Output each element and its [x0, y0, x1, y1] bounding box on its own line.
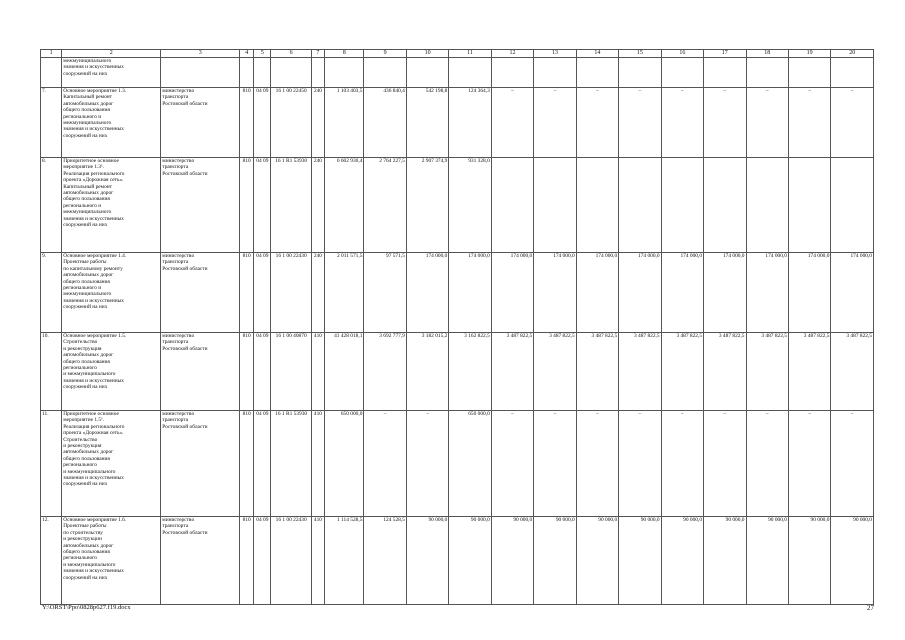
amount-cell-text: – [383, 411, 387, 417]
amount-cell-text: 90 000,0 [683, 517, 703, 523]
executor-cell-text: министерство транспорта Ростовской области [162, 411, 208, 430]
amount-cell [325, 58, 364, 88]
amount-cell-text: 6 602 930,4 [336, 158, 363, 164]
executor-cell [161, 333, 240, 411]
amount-cell-text: – [426, 411, 429, 417]
header-cell: 5 [254, 50, 271, 58]
amount-cell-text: 174 000,0 [595, 253, 618, 259]
amount-cell [406, 517, 448, 605]
row-number-cell-text: 12. [42, 517, 49, 523]
amount-cell-text: 931 328,0 [468, 158, 490, 164]
grbs-code-cell [240, 411, 254, 517]
target-article-cell [271, 58, 311, 88]
amount-cell [831, 517, 874, 605]
table-row [41, 517, 874, 605]
target-article-cell [271, 517, 311, 605]
grbs-code-cell-text: 810 [242, 158, 251, 164]
amount-cell [491, 88, 533, 158]
amount-cell-text: – [680, 88, 684, 94]
grbs-code-cell [240, 158, 254, 253]
executor-cell [161, 88, 240, 158]
amount-cell-text: – [850, 411, 854, 417]
activity-name-cell [62, 58, 161, 88]
amount-cell [704, 333, 746, 411]
amount-cell [491, 158, 533, 253]
header-row [41, 50, 874, 58]
amount-cell [534, 88, 576, 158]
expense-type-cell [311, 517, 324, 605]
amount-cell-text: – [638, 411, 642, 417]
amount-cell-text: 174 000,0 [680, 253, 703, 259]
table-row [41, 88, 874, 158]
activity-name-cell-text: Основное мероприятие 1.4. Проектные работы по капитальному ремонту автомобильных дорог общего пользования регионального и межмуниципального значения и искусственных сооружений на них [63, 253, 127, 311]
amount-cell [704, 158, 746, 253]
expense-type-cell-text: 410 [313, 333, 322, 339]
amount-cell-text: 3 487 822,5 [506, 333, 533, 339]
expense-type-cell-text: 410 [313, 411, 322, 417]
target-article-cell-text: 16 1 R1 53930 [275, 411, 308, 417]
header-cell: 11 [449, 50, 491, 58]
amount-cell [325, 158, 364, 253]
grbs-code-cell-text: 810 [242, 411, 251, 417]
amount-cell-text: 3 487 822,5 [846, 333, 872, 339]
amount-cell-text: 174 000,0 [722, 253, 745, 259]
amount-cell-text: – [680, 411, 684, 417]
amount-cell [534, 517, 576, 605]
amount-cell [746, 333, 788, 411]
amount-cell [406, 88, 448, 158]
amount-cell-text: 3 487 822,5 [803, 333, 830, 339]
amount-cell-text: 650 000,0 [340, 411, 363, 417]
amount-cell-text: 90 000,0 [640, 517, 660, 523]
amount-cell [661, 333, 703, 411]
target-article-cell-text: 16 1 00 40870 [275, 333, 307, 339]
target-article-cell-text: 16 1 R1 53930 [275, 158, 308, 164]
amount-cell-text: 3 692 777,9 [379, 333, 405, 339]
amount-cell [704, 411, 746, 517]
amount-cell-text: 41 428 018,1 [334, 333, 363, 339]
amount-cell [406, 253, 448, 333]
amount-cell [661, 158, 703, 253]
row-number-cell-text: 8. [42, 158, 47, 164]
row-number-cell-text: 10. [42, 333, 49, 339]
amount-cell-text: 3 487 822,5 [591, 333, 618, 339]
amount-cell [746, 158, 788, 253]
amount-cell [619, 517, 661, 605]
activity-name-cell [62, 253, 161, 333]
amount-cell [325, 333, 364, 411]
amount-cell [576, 58, 618, 88]
amount-cell-text: 124 364,3 [468, 88, 490, 94]
amount-cell [704, 253, 746, 333]
expense-type-cell [311, 333, 324, 411]
table-row [41, 253, 874, 333]
amount-cell [449, 58, 491, 88]
section-code-cell [254, 158, 271, 253]
row-number-cell [41, 58, 62, 88]
amount-cell-text: 90 000,0 [810, 517, 830, 523]
amount-cell [364, 333, 406, 411]
target-article-cell-text: 16 1 00 22450 [275, 88, 307, 94]
amount-cell-text: 174 000,0 [553, 253, 575, 259]
amount-cell [746, 411, 788, 517]
header-cell: 17 [704, 50, 746, 58]
section-code-cell-text: 04 09 [256, 253, 269, 259]
amount-cell [619, 253, 661, 333]
amount-cell-text: – [765, 411, 769, 417]
amount-cell-text: 90 000,0 [853, 517, 872, 523]
executor-cell-text: министерство транспорта Ростовской области [162, 88, 208, 107]
amount-cell [406, 333, 448, 411]
amount-cell-text: 174 000,0 [850, 253, 872, 259]
section-code-cell [254, 88, 271, 158]
target-article-cell [271, 411, 311, 517]
amount-cell-text: 3 487 822,5 [676, 333, 703, 339]
row-number-cell [41, 158, 62, 253]
amount-cell-text: – [850, 88, 854, 94]
section-code-cell [254, 333, 271, 411]
expense-type-cell [311, 58, 324, 88]
amount-cell [704, 517, 746, 605]
grbs-code-cell [240, 88, 254, 158]
amount-cell [619, 333, 661, 411]
amount-cell [325, 253, 364, 333]
amount-cell-text: – [553, 88, 557, 94]
amount-cell [325, 411, 364, 517]
amount-cell [619, 88, 661, 158]
amount-cell [449, 88, 491, 158]
amount-cell-text: 1 114 528,5 [337, 517, 363, 523]
amount-cell [788, 517, 830, 605]
amount-cell-text: 174 000,0 [468, 253, 490, 259]
amount-cell-text: 90 000,0 [428, 517, 448, 523]
amount-cell [491, 411, 533, 517]
table-row [41, 333, 874, 411]
expense-type-cell [311, 158, 324, 253]
header-cell: 7 [311, 50, 324, 58]
amount-cell-text: – [808, 88, 812, 94]
row-number-cell [41, 517, 62, 605]
amount-cell [619, 58, 661, 88]
grbs-code-cell [240, 58, 254, 88]
expense-type-cell [311, 411, 324, 517]
amount-cell [831, 88, 874, 158]
header-cell: 1 [41, 50, 62, 58]
header-cell: 20 [831, 50, 874, 58]
amount-cell [788, 333, 830, 411]
amount-cell [831, 411, 874, 517]
row-number-cell [41, 88, 62, 158]
amount-cell [788, 88, 830, 158]
activity-name-cell-text: Приоритетное основное мероприятие 1.3¹. Реализация регионального проекта «Дорожная сеть». Капитальный ремонт автомобильных дорог общего пользования регионального и межмуниципального значения и искусственных сооружений на них [63, 158, 125, 229]
expense-type-cell [311, 253, 324, 333]
amount-cell-text: – [553, 411, 557, 417]
amount-cell [364, 58, 406, 88]
amount-cell-text: 90 000,0 [768, 517, 787, 523]
amount-cell [831, 253, 874, 333]
target-article-cell [271, 253, 311, 333]
table-row [41, 58, 874, 88]
header-cell: 13 [534, 50, 576, 58]
footer-file-path: Y:\ORST\Ppo\0828p627.f19.docx [42, 604, 131, 611]
amount-cell [449, 517, 491, 605]
header-cell: 10 [406, 50, 448, 58]
target-article-cell [271, 333, 311, 411]
amount-cell [449, 333, 491, 411]
amount-cell-text: 2 011 571,5 [337, 253, 363, 259]
section-code-cell-text: 04 09 [256, 88, 269, 94]
amount-cell [534, 333, 576, 411]
amount-cell [576, 517, 618, 605]
section-code-cell-text: 04 09 [256, 411, 269, 417]
amount-cell-text: 97 571,5 [386, 253, 405, 259]
grbs-code-cell [240, 517, 254, 605]
target-article-cell [271, 88, 311, 158]
activity-name-cell [62, 411, 161, 517]
amount-cell [534, 158, 576, 253]
amount-cell-text: – [765, 88, 769, 94]
amount-cell-text: 3 162 822,5 [464, 333, 490, 339]
amount-cell-text: 90 000,0 [555, 517, 575, 523]
amount-cell [449, 411, 491, 517]
amount-cell-text: 3 487 822,5 [633, 333, 660, 339]
amount-cell-text: 542 198,8 [425, 88, 448, 94]
section-code-cell [254, 253, 271, 333]
activity-name-cell-text: Приоритетное основное мероприятие 1.5¹. Реализация регионального проекта «Дорожная сеть». Строительство и реконструкция автомобильных дорог общего пользования регионального и межмуниципального значения и искусственных сооружений на них [63, 411, 125, 488]
header-cell: 14 [576, 50, 618, 58]
amount-cell [364, 253, 406, 333]
header-cell: 6 [271, 50, 311, 58]
target-article-cell [271, 158, 311, 253]
amount-cell [661, 88, 703, 158]
amount-cell [364, 158, 406, 253]
amount-cell-text: – [596, 88, 599, 94]
page-number: 27 [867, 604, 874, 612]
expense-type-cell-text: 240 [313, 253, 322, 259]
executor-cell [161, 158, 240, 253]
amount-cell-text: 3 182 015,2 [421, 333, 448, 339]
header-cell: 16 [661, 50, 703, 58]
expense-type-cell-text: 410 [313, 517, 322, 523]
amount-cell [831, 158, 874, 253]
amount-cell [325, 88, 364, 158]
header-cell: 3 [161, 50, 240, 58]
section-code-cell [254, 411, 271, 517]
expense-type-cell-text: 240 [313, 158, 322, 164]
amount-cell [746, 517, 788, 605]
row-number-cell-text: 9. [42, 253, 47, 259]
amount-cell-text: – [596, 411, 599, 417]
executor-cell [161, 58, 240, 88]
executor-cell-text: министерство транспорта Ростовской области [162, 158, 208, 177]
executor-cell-text: министерство транспорта Ростовской области [162, 517, 208, 536]
row-number-cell [41, 411, 62, 517]
executor-cell [161, 411, 240, 517]
activity-name-cell [62, 333, 161, 411]
target-article-cell-text: 16 1 00 22430 [275, 517, 307, 523]
amount-cell [576, 253, 618, 333]
amount-cell-text: 90 000,0 [470, 517, 490, 523]
row-number-cell [41, 253, 62, 333]
activity-name-cell-text: Основное мероприятие 1.3. Капитальный ремонт автомобильных дорог общего пользования регионального и межмуниципального значения и искусственных сооружений на них [63, 88, 127, 139]
row-number-cell [41, 333, 62, 411]
amount-cell [661, 58, 703, 88]
amount-cell [704, 88, 746, 158]
amount-cell [491, 58, 533, 88]
amount-cell-text: 2 764 227,5 [379, 158, 405, 164]
amount-cell [534, 58, 576, 88]
header-cell: 19 [788, 50, 830, 58]
activity-name-cell-text: Основное мероприятие 1.6. Проектные работы по строительству и реконструкции автомобильных дорог общего пользования регионального и межмуниципального значения и искусственных сооружений на них [63, 517, 127, 581]
budget-table [40, 49, 874, 605]
amount-cell [661, 411, 703, 517]
grbs-code-cell-text: 810 [242, 88, 251, 94]
amount-cell [576, 158, 618, 253]
activity-name-cell [62, 517, 161, 605]
row-number-cell-text: 7. [42, 88, 47, 94]
amount-cell [704, 58, 746, 88]
amount-cell [491, 253, 533, 333]
amount-cell-text: – [808, 411, 812, 417]
header-cell: 2 [62, 50, 161, 58]
amount-cell [325, 517, 364, 605]
amount-cell-text: 174 000,0 [425, 253, 448, 259]
section-code-cell [254, 517, 271, 605]
section-code-cell-text: 04 09 [256, 333, 269, 339]
grbs-code-cell-text: 810 [242, 333, 251, 339]
row-number-cell-text: 11. [42, 411, 49, 417]
expense-type-cell-text: 240 [313, 88, 322, 94]
amount-cell [788, 411, 830, 517]
amount-cell-text: 90 000,0 [598, 517, 618, 523]
amount-cell-text: 2 907 374,9 [421, 158, 448, 164]
amount-cell-text: 90 000,0 [725, 517, 745, 523]
amount-cell-text: 174 000,0 [765, 253, 787, 259]
amount-cell [534, 253, 576, 333]
header-cell: 9 [364, 50, 406, 58]
amount-cell-text: 124 528,5 [383, 517, 405, 523]
amount-cell-text: 1 103 403,5 [336, 88, 363, 94]
amount-cell [364, 88, 406, 158]
amount-cell [788, 158, 830, 253]
amount-cell-text: 3 487 822,5 [761, 333, 787, 339]
header-cell: 18 [746, 50, 788, 58]
header-cell: 4 [240, 50, 254, 58]
amount-cell [746, 58, 788, 88]
executor-cell-text: министерство транспорта Ростовской области [162, 253, 208, 272]
amount-cell-text: 174 000,0 [807, 253, 830, 259]
amount-cell [406, 58, 448, 88]
amount-cell [746, 253, 788, 333]
section-code-cell-text: 04 09 [256, 517, 269, 523]
table-row [41, 158, 874, 253]
section-code-cell [254, 58, 271, 88]
amount-cell [788, 253, 830, 333]
amount-cell [534, 411, 576, 517]
amount-cell-text: 174 000,0 [638, 253, 660, 259]
amount-cell-text: 3 487 822,5 [718, 333, 745, 339]
amount-cell [406, 158, 448, 253]
amount-cell-text: 174 000,0 [510, 253, 533, 259]
table-row [41, 411, 874, 517]
amount-cell [661, 253, 703, 333]
amount-cell [491, 517, 533, 605]
grbs-code-cell [240, 333, 254, 411]
expense-type-cell [311, 88, 324, 158]
amount-cell [661, 517, 703, 605]
grbs-code-cell-text: 810 [242, 253, 251, 259]
amount-cell-text: 650 000,0 [468, 411, 490, 417]
amount-cell [491, 333, 533, 411]
grbs-code-cell [240, 253, 254, 333]
grbs-code-cell-text: 810 [242, 517, 251, 523]
amount-cell [831, 333, 874, 411]
amount-cell [449, 253, 491, 333]
amount-cell-text: 90 000,0 [513, 517, 533, 523]
amount-cell [619, 158, 661, 253]
amount-cell [831, 58, 874, 88]
header-cell: 8 [325, 50, 364, 58]
executor-cell-text: министерство транспорта Ростовской области [162, 333, 208, 352]
executor-cell [161, 517, 240, 605]
target-article-cell-text: 16 1 00 22430 [275, 253, 307, 259]
amount-cell [746, 88, 788, 158]
executor-cell [161, 253, 240, 333]
activity-name-cell-text: межмуниципального значения и искусственных сооружений на них [63, 58, 124, 77]
amount-cell [788, 58, 830, 88]
amount-cell [576, 333, 618, 411]
amount-cell-text: 436 840,4 [383, 88, 405, 94]
amount-cell-text: – [511, 88, 514, 94]
activity-name-cell [62, 88, 161, 158]
amount-cell [576, 411, 618, 517]
amount-cell [364, 517, 406, 605]
header-cell: 12 [491, 50, 533, 58]
activity-name-cell-text: Основное мероприятие 1.5. Строительство и реконструкция автомобильных дорог общего пользования регионального и межмуниципального значения и искусственных сооружений на них [63, 333, 127, 391]
amount-cell-text: – [723, 88, 727, 94]
amount-cell [619, 411, 661, 517]
header-cell: 15 [619, 50, 661, 58]
amount-cell [406, 411, 448, 517]
amount-cell [364, 411, 406, 517]
amount-cell [449, 158, 491, 253]
amount-cell-text: 3 487 822,5 [549, 333, 575, 339]
section-code-cell-text: 04 09 [256, 158, 269, 164]
amount-cell-text: – [638, 88, 642, 94]
activity-name-cell [62, 158, 161, 253]
amount-cell-text: – [723, 411, 727, 417]
amount-cell-text: – [511, 411, 514, 417]
amount-cell [576, 88, 618, 158]
